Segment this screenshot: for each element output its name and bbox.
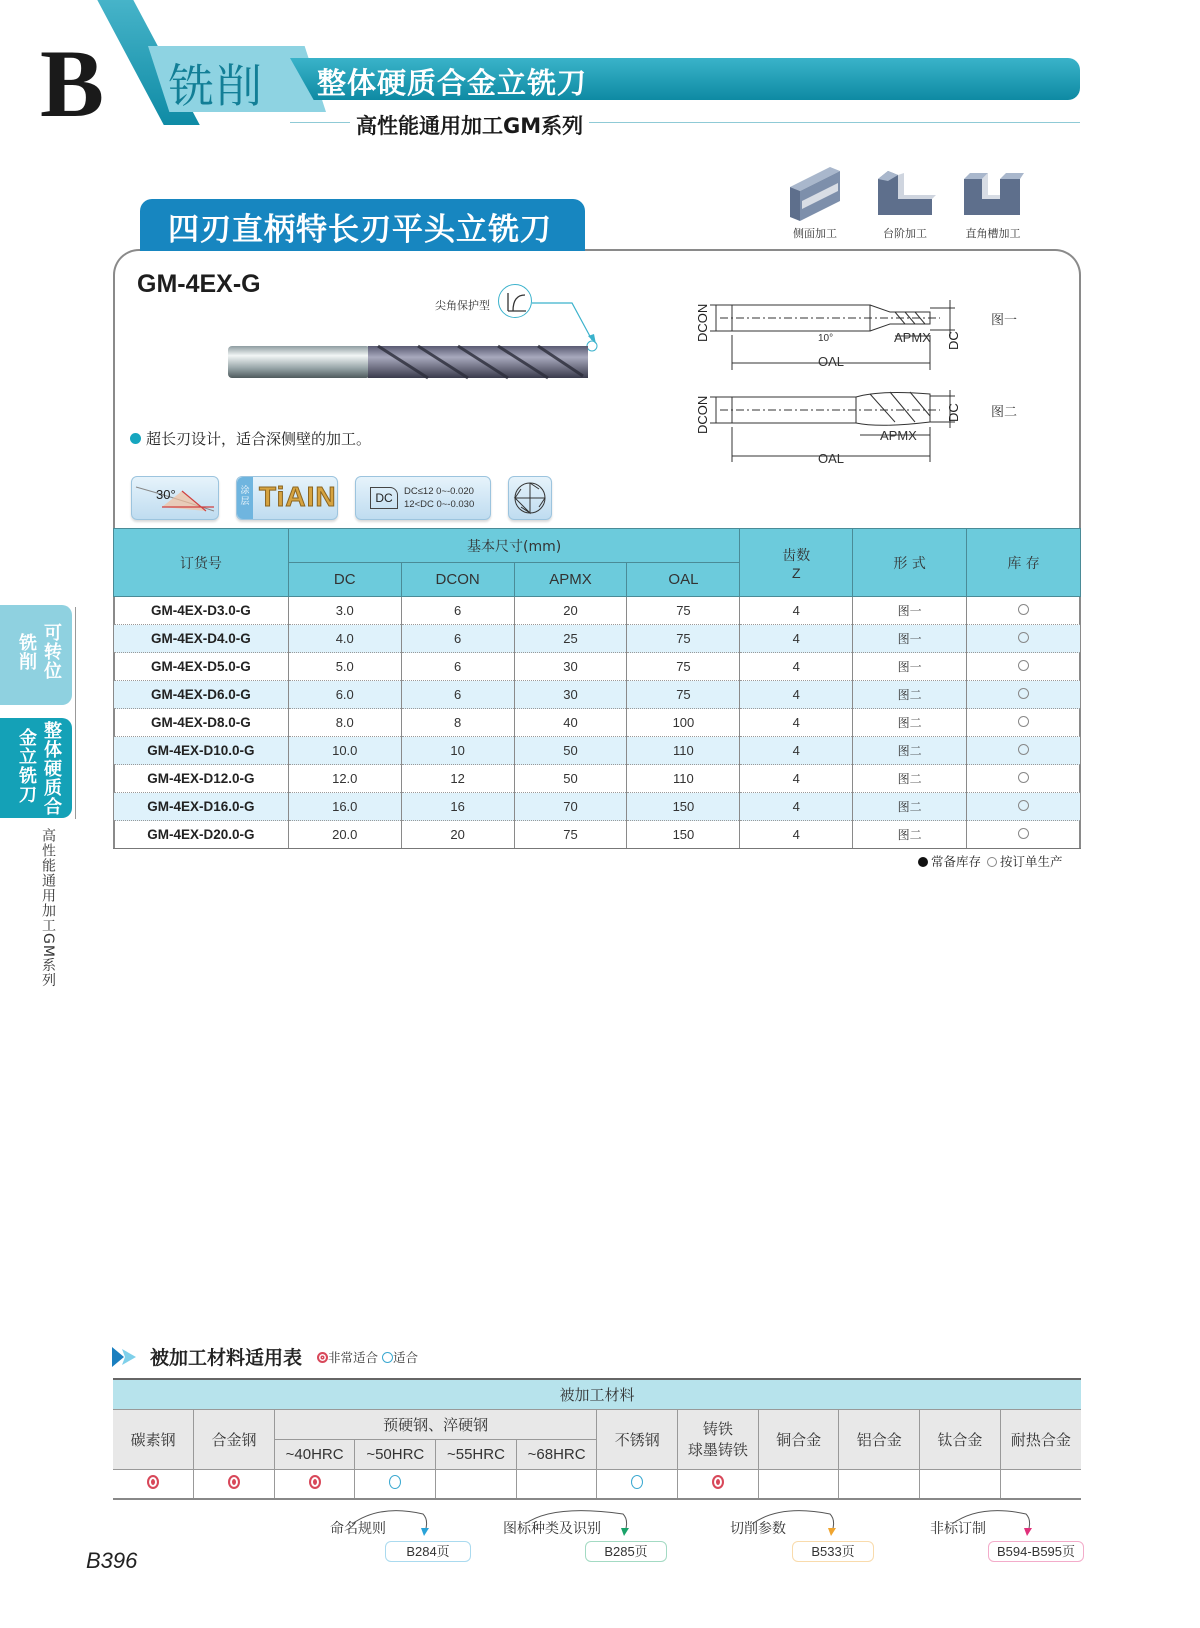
cell-dc: 5.0 [288, 653, 401, 681]
product-section-title: 四刃直柄特长刃平头立铣刀 [168, 212, 552, 248]
cell-dc: 4.0 [288, 625, 401, 653]
page-number: B396 [86, 1548, 138, 1573]
fig2-label: 图二 [991, 405, 1018, 420]
table-row [114, 737, 1081, 765]
table-row [114, 597, 1081, 625]
coating-name: TiAIN [259, 481, 337, 512]
cell-dcon: 6 [401, 597, 514, 625]
col-dcon: DCON [401, 563, 514, 597]
cell-stock [967, 653, 1081, 681]
col-carbon-steel: 碳素钢 [113, 1409, 194, 1469]
four-flute-icon [509, 477, 551, 519]
rating-cell [839, 1469, 920, 1499]
curved-arrow-icon [523, 1506, 645, 1536]
fig1-dc-label: DC [946, 331, 961, 350]
cell-oal: 75 [627, 681, 740, 709]
cell-stock [967, 793, 1081, 821]
cell-oal: 150 [627, 821, 740, 849]
cell-dcon: 20 [401, 821, 514, 849]
col-68hrc: ~68HRC [516, 1439, 597, 1469]
to-order-circle-icon [1018, 772, 1029, 783]
stocked-dot-icon [918, 857, 928, 867]
fig1-apmx-label: APMX [894, 330, 931, 345]
col-teeth: 齿数 Z [740, 529, 853, 597]
page-badge[interactable]: B284页 [385, 1541, 471, 1562]
page-reference-link[interactable]: 切削参数 B533页 [730, 1518, 786, 1538]
rating-cell [597, 1469, 678, 1499]
rating-cell [436, 1469, 517, 1499]
col-50hrc: ~50HRC [355, 1439, 436, 1469]
step-milling-icon [865, 165, 945, 223]
cell-dcon: 16 [401, 793, 514, 821]
rating-cell [274, 1469, 355, 1499]
table-row [114, 793, 1081, 821]
cell-form: 图二 [853, 821, 967, 849]
side-milling-icon [775, 165, 855, 223]
col-alloy-steel: 合金钢 [194, 1409, 275, 1469]
fig2-dcon-label: DCON [695, 395, 710, 434]
section-letter: B [40, 30, 105, 137]
tip-label: 尖角保护型 [435, 299, 490, 312]
cell-dcon: 6 [401, 653, 514, 681]
cell-z: 4 [740, 765, 853, 793]
materials-title: 被加工材料适用表 [150, 1347, 303, 1369]
to-order-circle-icon [1018, 716, 1029, 727]
rating-cell [516, 1469, 597, 1499]
helix-angle-badge: 30° [131, 476, 219, 520]
flute-count-badge [508, 476, 552, 520]
cell-apmx: 30 [514, 653, 627, 681]
cell-z: 4 [740, 821, 853, 849]
cell-form: 图二 [853, 737, 967, 765]
cell-dc: 6.0 [288, 681, 401, 709]
rating-cell [355, 1469, 436, 1499]
cell-apmx: 25 [514, 625, 627, 653]
cell-form: 图一 [853, 653, 967, 681]
cell-dcon: 12 [401, 765, 514, 793]
fig1-dcon-label: DCON [695, 303, 710, 342]
cell-oal: 110 [627, 765, 740, 793]
to-order-circle-icon [1018, 828, 1029, 839]
end-mill-image [228, 344, 590, 380]
category-label: 铣削 [168, 59, 264, 113]
rating-cell [194, 1469, 275, 1499]
cell-z: 4 [740, 737, 853, 765]
cell-apmx: 20 [514, 597, 627, 625]
curved-arrow-icon [750, 1506, 852, 1536]
cell-form: 图二 [853, 765, 967, 793]
rating-cell [1000, 1469, 1081, 1499]
cell-code: GM-4EX-D3.0-G [114, 597, 289, 625]
cell-z: 4 [740, 653, 853, 681]
to-order-circle-icon [1018, 660, 1029, 671]
suitable-icon [382, 1352, 393, 1363]
suitable-icon [389, 1475, 401, 1489]
table-row [114, 821, 1081, 849]
cell-oal: 75 [627, 597, 740, 625]
curved-arrow-icon [950, 1506, 1048, 1536]
very-suitable-icon [712, 1475, 724, 1489]
stock-legend: 常备库存 按订单生产 [918, 852, 1063, 870]
very-suitable-icon [228, 1475, 240, 1489]
machining-side: 侧面加工 [775, 165, 855, 241]
cell-apmx: 50 [514, 737, 627, 765]
cell-dcon: 6 [401, 681, 514, 709]
cell-stock [967, 625, 1081, 653]
cell-code: GM-4EX-D8.0-G [114, 709, 289, 737]
cell-apmx: 40 [514, 709, 627, 737]
col-basic-dims: 基本尺寸(mm) [288, 529, 740, 563]
cell-dc: 12.0 [288, 765, 401, 793]
table-row [114, 625, 1081, 653]
cell-form: 图二 [853, 793, 967, 821]
materials-table [113, 1378, 1081, 1500]
cell-code: GM-4EX-D4.0-G [114, 625, 289, 653]
fig1-label: 图一 [991, 313, 1018, 328]
cell-z: 4 [740, 793, 853, 821]
cell-z: 4 [740, 625, 853, 653]
cell-stock [967, 597, 1081, 625]
svg-text:10°: 10° [818, 333, 834, 344]
rating-cell [758, 1469, 839, 1499]
col-copper: 铜合金 [758, 1409, 839, 1469]
cell-z: 4 [740, 709, 853, 737]
materials-ratings-row [113, 1469, 1081, 1499]
spec-table [113, 528, 1081, 849]
col-stock: 库 存 [967, 529, 1081, 597]
cell-form: 图二 [853, 709, 967, 737]
side-tab-solid-carbide[interactable]: 整体硬质合 金立铣刀 [0, 718, 72, 818]
cell-code: GM-4EX-D5.0-G [114, 653, 289, 681]
cell-form: 图二 [853, 681, 967, 709]
technical-drawings [690, 290, 960, 470]
cell-apmx: 75 [514, 821, 627, 849]
cell-dc: 3.0 [288, 597, 401, 625]
feature-bullet: 超长刃设计，适合深侧壁的加工。 [130, 428, 371, 449]
to-order-circle-icon [1018, 744, 1029, 755]
fig1-oal-label: OAL [818, 354, 845, 369]
very-suitable-icon [317, 1352, 328, 1363]
page-subtitle: 高性能通用加工GM系列 [350, 110, 589, 140]
cell-form: 图一 [853, 625, 967, 653]
to-order-circle-icon [1018, 632, 1029, 643]
cell-oal: 75 [627, 653, 740, 681]
to-order-circle-icon [987, 857, 997, 867]
table-row [114, 653, 1081, 681]
to-order-circle-icon [1018, 800, 1029, 811]
col-aluminum: 铝合金 [839, 1409, 920, 1469]
to-order-circle-icon [1018, 604, 1029, 615]
col-40hrc: ~40HRC [274, 1439, 355, 1469]
very-suitable-icon [309, 1475, 321, 1489]
cell-stock [967, 737, 1081, 765]
cell-dc: 10.0 [288, 737, 401, 765]
page-title: 整体硬质合金立铣刀 [317, 66, 588, 100]
rating-cell [113, 1469, 194, 1499]
cell-apmx: 30 [514, 681, 627, 709]
col-dc: DC [288, 563, 401, 597]
col-titanium: 钛合金 [920, 1409, 1001, 1469]
corner-protection-icon [498, 284, 532, 318]
col-stainless: 不锈钢 [597, 1409, 678, 1469]
cell-stock [967, 709, 1081, 737]
cell-code: GM-4EX-D10.0-G [114, 737, 289, 765]
col-oal: OAL [627, 563, 740, 597]
fig2-dc-label: DC [946, 403, 961, 422]
cell-dcon: 6 [401, 625, 514, 653]
fig2-oal-label: OAL [818, 451, 845, 466]
tolerance-badge: DC DC≤12 0~-0.020 12<DC 0~-0.030 [355, 476, 491, 520]
suitable-icon [631, 1475, 643, 1489]
cell-stock [967, 681, 1081, 709]
rating-cell [678, 1469, 759, 1499]
page-badge[interactable]: B594-B595页 [988, 1541, 1084, 1562]
page-reference-link[interactable]: 命名规则 B284页 [330, 1518, 386, 1538]
bullet-dot-icon [130, 433, 141, 444]
table-row [114, 709, 1081, 737]
cell-oal: 100 [627, 709, 740, 737]
cell-oal: 75 [627, 625, 740, 653]
col-heat-resistant: 耐热合金 [1000, 1409, 1081, 1469]
table-row [114, 765, 1081, 793]
col-cast-iron: 铸铁 球墨铸铁 [678, 1409, 759, 1469]
page-badge[interactable]: B285页 [585, 1541, 667, 1562]
rating-cell [920, 1469, 1001, 1499]
col-apmx: APMX [514, 563, 627, 597]
cell-oal: 110 [627, 737, 740, 765]
side-divider [75, 607, 76, 819]
materials-group-header: 被加工材料 [113, 1379, 1081, 1409]
col-form: 形 式 [853, 529, 967, 597]
model-name: GM-4EX-G [137, 270, 261, 298]
machining-slot: 直角槽加工 [953, 165, 1033, 241]
side-tab-indexable-milling[interactable]: 可转位 铣削 [0, 605, 72, 705]
dc-tolerance-icon: DC [370, 487, 398, 509]
very-suitable-icon [147, 1475, 159, 1489]
coating-badge: 涂层 TiAIN [236, 476, 338, 520]
cell-form: 图一 [853, 597, 967, 625]
page-reference-link[interactable]: 非标订制 B594-B595页 [930, 1518, 986, 1538]
cell-dc: 20.0 [288, 821, 401, 849]
double-arrow-icon [112, 1347, 142, 1367]
materials-legend: 非常适合 适合 [317, 1348, 418, 1366]
fig2-apmx-label: APMX [880, 428, 917, 443]
curved-arrow-icon [350, 1506, 445, 1536]
cell-code: GM-4EX-D16.0-G [114, 793, 289, 821]
cell-code: GM-4EX-D6.0-G [114, 681, 289, 709]
cell-oal: 150 [627, 793, 740, 821]
col-55hrc: ~55HRC [436, 1439, 517, 1469]
cell-code: GM-4EX-D12.0-G [114, 765, 289, 793]
cell-z: 4 [740, 597, 853, 625]
side-subtitle: 高性能通用加工GM系列 [40, 828, 56, 988]
cell-dc: 16.0 [288, 793, 401, 821]
cell-dcon: 10 [401, 737, 514, 765]
slot-milling-icon [953, 165, 1033, 223]
page-reference-link[interactable]: 图标种类及识别 B285页 [503, 1518, 601, 1538]
cell-apmx: 50 [514, 765, 627, 793]
col-order-number: 订货号 [114, 529, 289, 597]
cell-dc: 8.0 [288, 709, 401, 737]
cell-code: GM-4EX-D20.0-G [114, 821, 289, 849]
cell-dcon: 8 [401, 709, 514, 737]
cell-apmx: 70 [514, 793, 627, 821]
page-badge[interactable]: B533页 [792, 1541, 874, 1562]
col-hardened-steel: 预硬钢、淬硬钢 [274, 1409, 597, 1439]
cell-stock [967, 821, 1081, 849]
to-order-circle-icon [1018, 688, 1029, 699]
cell-z: 4 [740, 681, 853, 709]
table-row [114, 681, 1081, 709]
machining-step: 台阶加工 [865, 165, 945, 241]
cell-stock [967, 765, 1081, 793]
